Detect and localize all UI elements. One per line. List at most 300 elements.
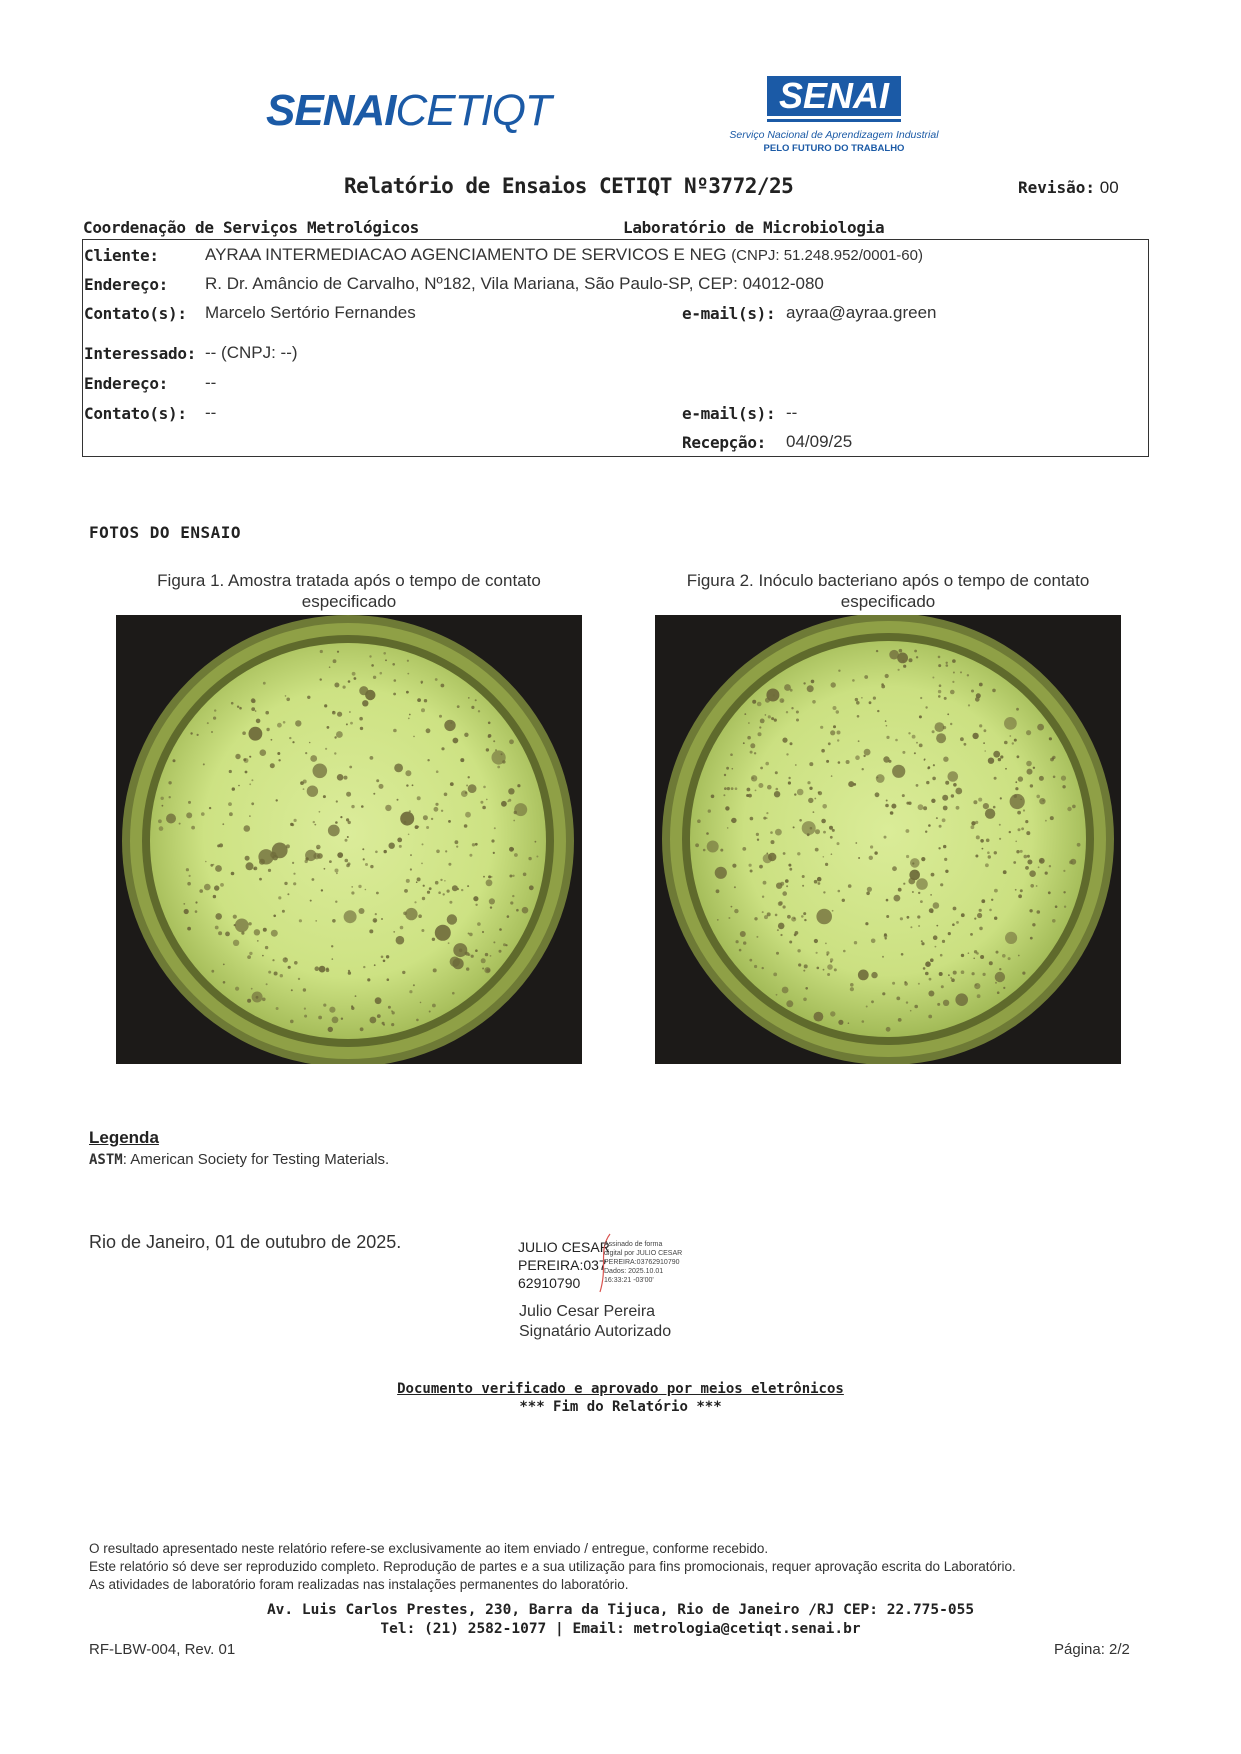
colony-dot — [1050, 816, 1054, 820]
colony-dot — [944, 858, 947, 861]
colony-dot — [429, 1011, 431, 1013]
colony-dot — [328, 825, 340, 837]
colony-dot — [885, 937, 887, 939]
colony-dot — [816, 952, 818, 954]
colony-dot — [760, 719, 765, 724]
colony-dot — [796, 719, 799, 722]
colony-dot — [376, 892, 379, 895]
colony-dot — [823, 969, 825, 971]
colony-dot — [355, 995, 357, 997]
colony-dot — [886, 800, 888, 802]
colony-dot — [1039, 858, 1045, 864]
colony-dot — [417, 796, 421, 800]
colony-dot — [848, 1022, 850, 1024]
colony-dot — [964, 743, 967, 746]
colony-dot — [815, 829, 820, 834]
colony-dot — [285, 695, 287, 697]
client-value — [205, 245, 923, 265]
colony-dot — [1003, 987, 1005, 989]
colony-dot — [187, 882, 191, 886]
colony-dot — [910, 858, 920, 868]
colony-dot — [711, 795, 715, 799]
colony-dot — [239, 707, 242, 710]
colony-dot — [759, 726, 761, 728]
colony-dot — [873, 697, 876, 700]
colony-dot — [314, 824, 316, 826]
colony-dot — [486, 748, 489, 751]
colony-dot — [349, 711, 351, 713]
colony-dot — [937, 1003, 940, 1006]
colony-dot — [283, 721, 286, 724]
colony-dot — [928, 1015, 932, 1019]
colony-dot — [490, 906, 492, 908]
colony-dot — [273, 915, 276, 918]
colony-dot — [388, 1006, 391, 1009]
colony-dot — [788, 777, 790, 779]
colony-dot — [902, 794, 905, 797]
colony-dot — [393, 931, 395, 933]
colony-dot — [188, 801, 191, 804]
colony-dot — [259, 878, 262, 881]
colony-dot — [943, 1000, 949, 1006]
colony-dot — [813, 811, 815, 813]
colony-dot — [213, 717, 216, 720]
colony-dot — [802, 821, 816, 835]
colony-dot — [475, 699, 477, 701]
colony-dot — [961, 913, 965, 917]
colony-dot — [472, 843, 475, 846]
colony-dot — [477, 922, 481, 926]
colony-dot — [231, 702, 234, 705]
colony-dot — [924, 758, 926, 760]
colony-dot — [315, 920, 317, 922]
colony-dot — [783, 905, 786, 908]
colony-dot — [775, 829, 782, 836]
colony-dot — [350, 722, 353, 725]
colony-dot — [940, 883, 943, 886]
colony-dot — [1030, 884, 1034, 888]
colony-dot — [797, 852, 800, 855]
colony-dot — [802, 885, 804, 887]
colony-dot — [488, 875, 491, 878]
colony-dot — [996, 951, 999, 954]
colony-dot — [162, 805, 164, 807]
client-contact-label: Contato(s): — [84, 304, 187, 323]
colony-dot — [917, 872, 919, 874]
colony-dot — [394, 764, 403, 773]
colony-dot — [392, 663, 395, 666]
colony-dot — [400, 812, 414, 826]
colony-dot — [975, 697, 980, 702]
colony-dot — [838, 670, 840, 672]
colony-dot — [1030, 784, 1033, 787]
colony-dot — [391, 1010, 393, 1012]
colony-dot — [961, 954, 964, 957]
colony-dot — [932, 730, 935, 733]
petri-dish-2-image — [655, 615, 1121, 1064]
colony-dot — [319, 966, 326, 973]
colony-dot — [906, 802, 909, 805]
figure1-caption: Figura 1. Amostra tratada após o tempo de contato especificado — [157, 571, 541, 611]
colony-dot — [248, 922, 251, 925]
colony-dot — [404, 889, 408, 893]
colony-dot — [363, 858, 365, 860]
colony-dot — [751, 775, 757, 781]
colony-dot — [809, 787, 812, 790]
colony-dot — [946, 662, 948, 664]
colony-dot — [247, 999, 251, 1003]
legend-title: Legenda — [89, 1128, 159, 1147]
colony-dot — [341, 1018, 343, 1020]
colony-dot — [886, 736, 889, 739]
colony-dot — [807, 685, 814, 692]
disclaimer-line1: O resultado apresentado neste relatório refere-se exclusivamente ao item enviado / entregue, conforme recebido. — [89, 1541, 769, 1556]
colony-dot — [909, 870, 920, 881]
colony-dot — [971, 821, 975, 825]
colony-dot — [782, 738, 787, 743]
colony-dot — [993, 806, 996, 809]
place-date: Rio de Janeiro, 01 de outubro de 2025. — [89, 1232, 402, 1252]
colony-dot — [346, 792, 351, 797]
colony-dot — [976, 835, 980, 839]
colony-dot — [886, 915, 889, 918]
colony-dot — [979, 724, 982, 727]
figure2-caption: Figura 2. Inóculo bacteriano após o tempo de contato especificado — [686, 571, 1090, 611]
colony-dot — [186, 868, 189, 871]
colony-dot — [489, 898, 495, 904]
colony-dot — [242, 731, 246, 735]
colony-dot — [369, 929, 373, 933]
colony-dot — [801, 915, 804, 918]
colony-dot — [305, 752, 307, 754]
colony-dot — [901, 953, 904, 956]
colony-dot — [232, 787, 235, 790]
colony-dot — [794, 793, 796, 795]
colony-dot — [385, 659, 387, 661]
colony-dot — [803, 682, 805, 684]
colony-dot — [225, 932, 230, 937]
colony-dot — [1003, 870, 1007, 874]
colony-dot — [1002, 954, 1006, 958]
colony-dot — [920, 900, 923, 903]
colony-dot — [776, 994, 778, 996]
colony-dot — [493, 941, 495, 943]
colony-dot — [272, 843, 288, 859]
colony-dot — [929, 908, 934, 913]
colony-dot — [838, 890, 841, 893]
colony-dot — [914, 650, 917, 653]
colony-dot — [514, 811, 517, 814]
colony-dot — [814, 798, 816, 800]
colony-dot — [968, 704, 970, 706]
colony-dot — [750, 817, 754, 821]
colony-dot — [424, 699, 427, 702]
colony-dot — [449, 901, 452, 904]
colony-dot — [971, 690, 974, 693]
senai-logo-subtitle: Serviço Nacional de Aprendizagem Industrial — [729, 129, 939, 141]
colony-dot — [858, 970, 869, 981]
colony-dot — [517, 784, 520, 787]
colony-dot — [488, 722, 491, 725]
colony-dot — [744, 713, 746, 715]
colony-dot — [483, 876, 485, 878]
colony-dot — [995, 972, 1005, 982]
colony-dot — [994, 889, 998, 893]
colony-dot — [930, 894, 932, 896]
colony-dot — [780, 934, 782, 936]
colony-dot — [864, 675, 868, 679]
senai-logo-tagline: PELO FUTURO DO TRABALHO — [763, 143, 905, 154]
colony-dot — [762, 967, 764, 969]
colony-dot — [166, 814, 176, 824]
colony-dot — [984, 750, 986, 752]
colony-dot — [457, 888, 459, 890]
colony-dot — [903, 665, 906, 668]
colony-dot — [486, 879, 493, 886]
colony-dot — [817, 967, 820, 970]
legend-entry — [89, 1151, 389, 1168]
petri-dish-1-image — [116, 615, 582, 1064]
colony-dot — [512, 895, 514, 897]
colony-dot — [810, 827, 813, 830]
colony-dot — [974, 950, 977, 953]
colony-dot — [994, 777, 997, 780]
colony-dot — [336, 731, 343, 738]
colony-dot — [831, 853, 833, 855]
colony-dot — [757, 839, 759, 841]
colony-dot — [403, 912, 407, 916]
colony-dot — [898, 888, 902, 892]
colony-dot — [707, 841, 719, 853]
colony-dot — [305, 860, 308, 863]
colony-dot — [972, 733, 978, 739]
colony-dot — [379, 784, 384, 789]
colony-dot — [717, 919, 719, 921]
colony-dot — [309, 742, 311, 744]
colony-dot — [771, 840, 775, 844]
colony-dot — [866, 892, 870, 896]
colony-dot — [347, 836, 349, 838]
client-label: Cliente: — [84, 246, 159, 265]
colony-dot — [231, 872, 235, 876]
colony-dot — [413, 736, 415, 738]
colony-dot — [842, 899, 845, 902]
colony-dot — [900, 917, 903, 920]
client-email-label: e-mail(s): — [682, 304, 776, 323]
colony-dot — [383, 960, 386, 963]
colony-dot — [787, 915, 791, 919]
colony-dot — [869, 701, 872, 704]
colony-dot — [310, 900, 312, 902]
colony-dot — [925, 706, 927, 708]
colony-dot — [788, 781, 791, 784]
colony-dot — [235, 987, 239, 991]
colony-dot — [790, 689, 793, 692]
lab-address-block — [0, 1601, 1241, 1639]
colony-dot — [259, 859, 265, 865]
colony-dot — [931, 799, 935, 803]
colony-dot — [468, 697, 470, 699]
colony-dot — [251, 988, 253, 990]
colony-dot — [271, 930, 278, 937]
colony-dot — [985, 863, 989, 867]
colony-dot — [904, 981, 906, 983]
colony-dot — [953, 971, 957, 975]
colony-dot — [295, 720, 301, 726]
colony-dot — [945, 870, 948, 873]
colony-dot — [417, 877, 421, 881]
colony-dot — [848, 884, 852, 888]
colony-dot — [814, 939, 818, 943]
colony-dot — [838, 761, 841, 764]
colony-dot — [329, 666, 331, 668]
colony-dot — [916, 784, 919, 787]
stamp-meta-line2: digital por JULIO CESAR — [604, 1250, 683, 1257]
colony-dot — [778, 923, 785, 930]
colony-dot — [727, 827, 729, 829]
colony-dot — [1008, 957, 1011, 960]
colony-dot — [441, 684, 445, 688]
colony-dot — [303, 988, 306, 991]
colony-dot — [743, 742, 745, 744]
colony-dot — [908, 732, 910, 734]
colony-dot — [755, 790, 757, 792]
colony-dot — [473, 896, 478, 901]
colony-dot — [217, 844, 220, 847]
colony-dot — [179, 823, 181, 825]
colony-dot — [942, 795, 948, 801]
colony-dot — [1027, 769, 1033, 775]
colony-dot — [882, 992, 885, 995]
colony-dot — [241, 932, 244, 935]
colony-dot — [988, 758, 994, 764]
colony-dot — [475, 843, 478, 846]
colony-dot — [1020, 889, 1023, 892]
colony-dot — [1032, 923, 1035, 926]
colony-dot — [754, 752, 756, 754]
colony-dot — [319, 811, 321, 813]
colony-dot — [948, 771, 959, 782]
colony-dot — [861, 697, 863, 699]
colony-dot — [938, 695, 941, 698]
colony-dot — [902, 660, 904, 662]
colony-dot — [827, 973, 830, 976]
colony-dot — [786, 885, 788, 887]
colony-dot — [1025, 820, 1028, 823]
colony-dot — [249, 756, 251, 758]
colony-dot — [218, 931, 222, 935]
colony-dot — [416, 1019, 419, 1022]
colony-dot — [952, 923, 955, 926]
colony-dot — [999, 968, 1001, 970]
colony-dot — [348, 971, 351, 974]
colony-dot — [1018, 828, 1021, 831]
colony-dot — [1012, 742, 1014, 744]
colony-dot — [370, 756, 374, 760]
colony-dot — [422, 897, 425, 900]
colony-dot — [184, 909, 189, 914]
colony-dot — [716, 889, 720, 893]
colony-dot — [914, 752, 916, 754]
colony-dot — [337, 651, 339, 653]
colony-dot — [432, 1004, 436, 1008]
reception-value: 04/09/25 — [786, 432, 853, 451]
lab-contact: Tel: (21) 2582-1077 | Email: metrologia@cetiqt.senai.br — [380, 1621, 861, 1637]
colony-dot — [970, 933, 973, 936]
colony-dot — [1005, 768, 1007, 770]
colony-dot — [746, 794, 749, 797]
colony-dot — [731, 906, 733, 908]
colony-dot — [491, 839, 494, 842]
colony-dot — [237, 706, 239, 708]
colony-dot — [797, 949, 800, 952]
colony-dot — [995, 982, 997, 984]
colony-dot — [773, 973, 777, 977]
colony-dot — [323, 1004, 326, 1007]
colony-dot — [926, 781, 929, 784]
colony-dot — [362, 700, 368, 706]
colony-dot — [921, 942, 924, 945]
signer-role: Signatário Autorizado — [519, 1323, 672, 1340]
colony-dot — [936, 817, 938, 819]
colony-dot — [1037, 724, 1044, 731]
colony-dot — [328, 1027, 333, 1032]
colony-dot — [1053, 776, 1056, 779]
colony-dot — [523, 873, 527, 877]
colony-dot — [782, 891, 787, 896]
colony-dot — [975, 821, 978, 824]
colony-dot — [816, 909, 832, 925]
colony-dot — [307, 786, 318, 797]
colony-dot — [469, 933, 473, 937]
colony-dot — [494, 827, 496, 829]
interested-email-label: e-mail(s): — [682, 404, 776, 423]
colony-dot — [892, 866, 897, 871]
colony-dot — [789, 941, 792, 944]
colony-dot — [850, 983, 854, 987]
colony-dot — [1027, 855, 1030, 858]
colony-dot — [321, 889, 323, 891]
colony-dot — [767, 785, 772, 790]
interested-address-label: Endereço: — [84, 374, 168, 393]
colony-dot — [266, 983, 268, 985]
colony-dot — [389, 843, 395, 849]
colony-dot — [1036, 795, 1040, 799]
colony-dot — [1023, 809, 1025, 811]
colony-dot — [469, 854, 472, 857]
colony-dot — [483, 786, 486, 789]
senai-logo — [716, 76, 952, 154]
colony-dot — [797, 789, 804, 796]
colony-dot — [1039, 776, 1044, 781]
colony-dot — [817, 877, 822, 882]
colony-dot — [429, 887, 432, 890]
colony-dot — [767, 912, 771, 916]
colony-dot — [334, 752, 336, 754]
disclaimer — [89, 1540, 1016, 1594]
interested-contact-label: Contato(s): — [84, 404, 187, 423]
colony-dot — [435, 803, 438, 806]
figure2-photo — [655, 615, 1121, 1064]
colony-dot — [1061, 776, 1066, 781]
colony-dot — [440, 879, 442, 881]
colony-dot — [358, 885, 361, 888]
colony-dot — [885, 804, 889, 808]
colony-dot — [863, 755, 865, 757]
colony-dot — [278, 896, 281, 899]
colony-dot — [916, 878, 928, 890]
colony-dot — [788, 864, 791, 867]
